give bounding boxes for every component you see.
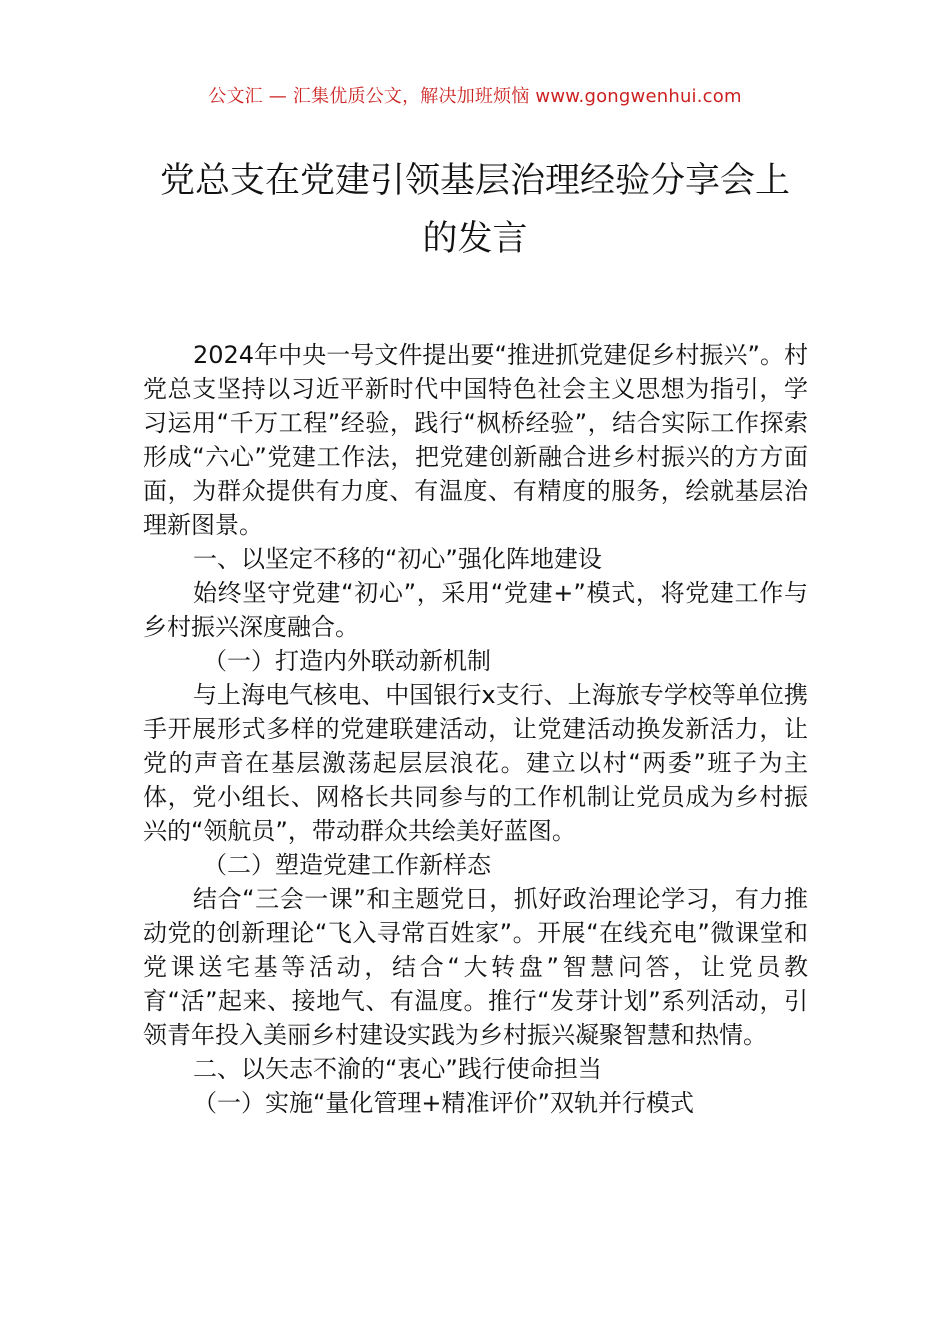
intro-paragraph: 2024年中央一号文件提出要“推进抓党建促乡村振兴”。村党总支坚持以习近平新时代中国特色社会主义思想为指引，学习运用“千万工程”经验，践行“枫桥经验”，结合实际工作探索形成“六心”党建工作法，把党建创新融合进乡村振兴的方方面面，为群众提供有力度、有温度、有精度的服务，绘就基层治理新图景。: [143, 341, 808, 539]
body-paragraph: 始终坚守党建“初心”，采用“党建+”模式，将党建工作与乡村振兴深度融合。: [143, 579, 808, 641]
title-line-2: 的发言: [422, 219, 528, 259]
section-heading-2: 二、以矢志不渝的“衷心”践行使命担当: [193, 1055, 602, 1083]
subsection-heading-1-2: （二）塑造党建工作新样态: [203, 851, 491, 879]
subsection-heading-2-1: （一）实施“量化管理+精准评价”双轨并行模式: [193, 1089, 694, 1117]
section-heading-1: 一、以坚定不移的“初心”强化阵地建设: [193, 545, 602, 573]
document-title: [120, 152, 830, 268]
document-body: [143, 338, 808, 1120]
title-line-1: 党总支在党建引领基层治理经验分享会上: [159, 161, 790, 201]
body-paragraph: 结合“三会一课”和主题党日，抓好政治理论学习，有力推动党的创新理论“飞入寻常百姓家”。开展“在线充电”微课堂和党课送宅基等活动，结合“大转盘”智慧问答，让党员教育“活”起来、接地气、有温度。推行“发芽计划”系列活动，引领青年投入美丽乡村建设实践为乡村振兴凝聚智慧和热情。: [143, 885, 808, 1049]
subsection-heading-1-1: （一）打造内外联动新机制: [203, 647, 491, 675]
body-paragraph: 与上海电气核电、中国银行x支行、上海旅专学校等单位携手开展形式多样的党建联建活动，让党建活动换发新活力，让党的声音在基层激荡起层层浪花。建立以村“两委”班子为主体，党小组长、网格长共同参与的工作机制让党员成为乡村振兴的“领航员”，带动群众共绘美好蓝图。: [143, 681, 808, 845]
header-banner: 公文汇 — 汇集优质公文，解决加班烦恼 www.gongwenhui.com: [208, 86, 742, 107]
